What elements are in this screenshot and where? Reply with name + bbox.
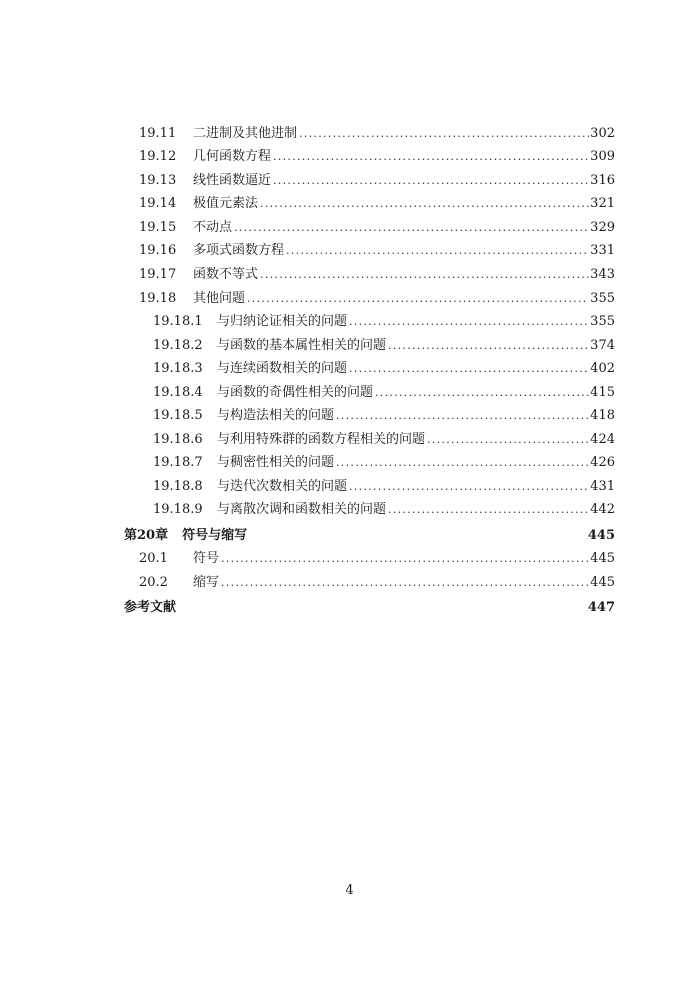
toc-entry[interactable]: [139, 265, 615, 285]
entry-title: 其他问题: [193, 291, 246, 306]
dot-leader: [388, 336, 589, 356]
entry-title: 与归纳论证相关的问题: [217, 314, 348, 329]
entry-page: 374: [590, 338, 615, 353]
entry-page: 355: [590, 314, 615, 329]
entry-title: 几何函数方程: [193, 149, 272, 164]
dot-leader: [234, 218, 589, 238]
entry-title: 符号: [193, 551, 220, 566]
dot-leader: [375, 383, 589, 403]
toc-entry[interactable]: [153, 430, 615, 450]
entry-page: 418: [590, 408, 615, 423]
references-title: 参考文献: [124, 600, 177, 615]
entry-title: 与离散次调和函数相关的问题: [217, 502, 387, 517]
entry-number: 19.18.3: [153, 361, 203, 376]
toc-entry[interactable]: [153, 359, 615, 379]
dot-leader: [221, 573, 589, 593]
dot-leader: [299, 124, 589, 144]
entry-title: 二进制及其他进制: [193, 126, 298, 141]
dot-leader: [286, 241, 589, 261]
dot-leader: [336, 406, 589, 426]
entry-title: 与迭代次数相关的问题: [217, 479, 348, 494]
entry-number: 19.13: [139, 173, 177, 188]
entry-number: 19.18.6: [153, 432, 203, 447]
entry-page: 442: [590, 502, 615, 517]
entry-title: 不动点: [193, 220, 233, 235]
entry-number: 19.18.8: [153, 479, 203, 494]
entry-number: 19.11: [139, 126, 177, 141]
references-page: 447: [587, 600, 615, 615]
toc-entry[interactable]: [153, 336, 615, 356]
entry-number: 19.18: [139, 291, 177, 306]
toc-entry[interactable]: [139, 241, 615, 261]
entry-page: 355: [590, 291, 615, 306]
entry-title: 与构造法相关的问题: [217, 408, 335, 423]
toc-entry[interactable]: [153, 453, 615, 473]
toc-entry[interactable]: [139, 218, 615, 238]
entry-title: 函数不等式: [193, 267, 259, 282]
entry-page: 445: [590, 551, 615, 566]
toc-entry[interactable]: [153, 312, 615, 332]
entry-number: 19.16: [139, 243, 177, 258]
chapter-label: 第20章: [124, 528, 169, 543]
entry-page: 331: [590, 243, 615, 258]
dot-leader: [273, 171, 589, 191]
entry-title: 与函数的基本属性相关的问题: [217, 338, 387, 353]
entry-page: 329: [590, 220, 615, 235]
entry-page: 431: [590, 479, 615, 494]
toc-entry[interactable]: [139, 549, 615, 569]
entry-title: 与利用特殊群的函数方程相关的问题: [217, 432, 426, 447]
toc-entry[interactable]: [153, 500, 615, 520]
dot-leader: [221, 549, 589, 569]
dot-leader: [260, 194, 589, 214]
entry-page: 415: [590, 385, 615, 400]
entry-page: 302: [590, 126, 615, 141]
entry-number: 20.2: [139, 575, 168, 590]
entry-number: 20.1: [139, 551, 168, 566]
entry-number: 19.12: [139, 149, 177, 164]
toc-entry[interactable]: [153, 406, 615, 426]
dot-leader: [273, 147, 589, 167]
dot-leader: [349, 359, 589, 379]
entry-number: 19.15: [139, 220, 177, 235]
entry-page: 343: [590, 267, 615, 282]
entry-page: 309: [590, 149, 615, 164]
entry-title: 线性函数逼近: [193, 173, 272, 188]
toc-entry[interactable]: [139, 194, 615, 214]
entry-number: 19.18.1: [153, 314, 203, 329]
toc-entry[interactable]: [139, 573, 615, 593]
page-number: 4: [345, 883, 354, 898]
entry-number: 19.18.7: [153, 455, 203, 470]
entry-number: 19.14: [139, 196, 177, 211]
toc-entry[interactable]: [153, 383, 615, 403]
entry-title: 与稠密性相关的问题: [217, 455, 335, 470]
entry-title: 极值元素法: [193, 196, 259, 211]
entry-title: 多项式函数方程: [193, 243, 285, 258]
dot-leader: [260, 265, 589, 285]
entry-number: 19.18.2: [153, 338, 203, 353]
toc-entry[interactable]: [139, 289, 615, 309]
dot-leader: [349, 312, 589, 332]
entry-number: 19.18.4: [153, 385, 203, 400]
dot-leader: [388, 500, 589, 520]
chapter-page: 445: [587, 528, 615, 543]
entry-number: 19.18.5: [153, 408, 203, 423]
entry-page: 424: [590, 432, 615, 447]
dot-leader: [349, 477, 589, 497]
entry-page: 402: [590, 361, 615, 376]
toc-entry[interactable]: [139, 124, 615, 144]
entry-title: 缩写: [193, 575, 220, 590]
entry-page: 426: [590, 455, 615, 470]
entry-number: 19.17: [139, 267, 177, 282]
dot-leader: [247, 289, 589, 309]
toc-entry[interactable]: [139, 147, 615, 167]
dot-leader: [336, 453, 589, 473]
chapter-title: 符号与缩写: [182, 528, 248, 543]
entry-number: 19.18.9: [153, 502, 203, 517]
entry-page: 321: [590, 196, 615, 211]
entry-page: 316: [590, 173, 615, 188]
toc-entry[interactable]: [139, 171, 615, 191]
toc-entry[interactable]: [153, 477, 615, 497]
entry-title: 与函数的奇偶性相关的问题: [217, 385, 374, 400]
dot-leader: [427, 430, 589, 450]
toc-chapter-entry[interactable]: [124, 526, 615, 546]
entry-title: 与连续函数相关的问题: [217, 361, 348, 376]
entry-page: 445: [590, 575, 615, 590]
toc-references-entry[interactable]: [124, 598, 615, 618]
